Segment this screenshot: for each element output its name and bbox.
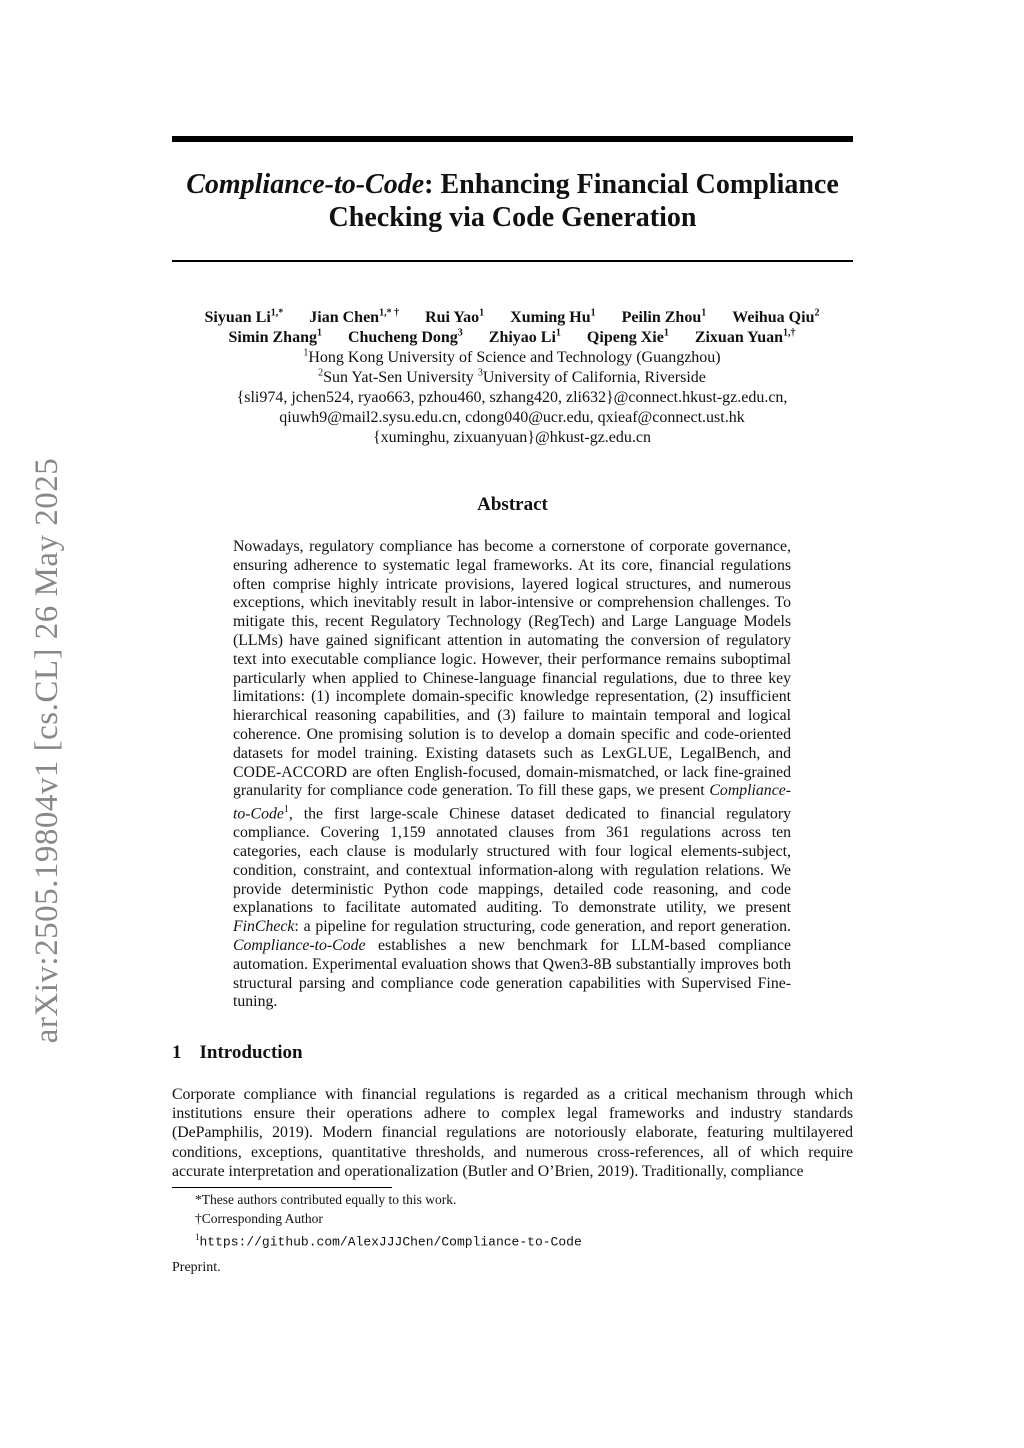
author-name: Rui Yao$^1$ (425, 307, 485, 326)
introduction-paragraph: Corporate compliance with financial regulations is regarded as a critical mechanism through which institutions ensure their operations adhere to complex legal frameworks and industry standards (DePamphilis, 2019). Modern financial regulations are notoriously elaborate, featuring multilayered conditions, exceptions, quantitative thresholds, and numerous cross-references, all of which require accurate interpretation and operationalization (Butler and O’Brien, 2019). Traditionally, compliance (172, 1086, 853, 1180)
author-name: Jian Chen$^{1,* \dagger}$ (309, 307, 400, 326)
title-second-line: Checking via Code Generation (328, 202, 697, 233)
author-name: Zhiyao Li$^1$ (488, 327, 561, 346)
section-number: 1 (172, 1042, 182, 1063)
author-block (150, 308, 874, 448)
footnote-ref: 1 (283, 804, 289, 816)
email-line-3: {xuminghu, zixuanyuan}@hkust-gz.edu.cn (372, 429, 652, 446)
footnote-equal-contribution: *These authors contributed equally to this work. (195, 1192, 457, 1207)
arxiv-identifier-stamp (20, 440, 76, 1060)
preprint-label: Preprint. (172, 1260, 221, 1275)
title-italic-part: Compliance-to-Code (186, 169, 425, 200)
affiliation-2-3: $^2$Sun Yat-Sen University $^3$University of California, Riverside (318, 367, 706, 386)
author-name: Zixuan Yuan$^{1,\dagger}$ (694, 327, 796, 346)
author-row-2 (150, 328, 874, 348)
author-name: Weihua Qiu$^2$ (732, 307, 820, 326)
footnote-github-link[interactable]: $^1$https://github.com/AlexJJJChen/Compliance-to-Code (195, 1232, 582, 1250)
abstract-body: Nowadays, regulatory compliance has become a cornerstone of corporate governance, ensuring adherence to systematic legal frameworks. At its core, financial regulations often comprise highly intricate provisions, layered logical structures, and numerous exceptions, which inevitably result in labor-intensive or comprehension challenges. To mitigate this, recent Regulatory Technology (RegTech) and Large Language Models (LLMs) have gained significant attention in automating the conversion of regulatory text into executable compliance logic. However, their performance remains suboptimal particularly when applied to Chinese-language financial regulations, due to three key limitations: (1) incomplete domain-specific knowledge representation, (2) insufficient hierarchical reasoning capabilities, and (3) failure to maintain temporal and logical coherence. One promising solution is to develop a domain specific and code-oriented datasets for model training. Existing datasets such as LexGLUE, LegalBench, and CODE-ACCORD are often English-focused, domain-mismatched, or lack fine-grained granularity for compliance code generation. To fill these gaps, we present Compliance-to-Code$^1$, the first large-scale Chinese dataset dedicated to financial regulatory compliance. Covering 1,159 annotated clauses from 361 regulations across ten categories, each clause is modularly structured with four logical elements-subject, condition, constraint, and contextual information-along with regulation relations. We provide deterministic Python code mappings, detailed code reasoning, and code explanations to facilitate automated auditing. To demonstrate utility, we present FinCheck: a pipeline for regulation structuring, code generation, and report generation. Compliance-to-Code establishes a new benchmark for LLM-based compliance automation. Experimental evaluation shows that Qwen3-8B substantially improves both structural parsing and compliance code generation capabilities with Supervised Fine-tuning. (233, 538, 791, 1011)
footnote-corresponding-author: †Corresponding Author (195, 1211, 323, 1226)
author-name: Qipeng Xie$^1$ (586, 327, 669, 346)
affiliation-1: $^1$Hong Kong University of Science and Technology (Guangzhou) (303, 347, 721, 366)
section-title: Introduction (199, 1042, 303, 1063)
footnotes (195, 1190, 582, 1252)
author-name: Chucheng Dong$^3$ (347, 327, 463, 346)
title-rule-top (172, 136, 853, 142)
author-name: Xuming Hu$^1$ (510, 307, 596, 326)
email-line-1: {sli974, jchen524, ryao663, pzhou460, szhang420, zli632}@connect.hkust-gz.edu.cn, (236, 389, 788, 406)
author-name: Siyuan $Li^{1,*}$ (204, 307, 284, 326)
footnote-divider (172, 1187, 392, 1188)
author-row-1 (150, 308, 874, 328)
section-heading-introduction (172, 1042, 303, 1064)
paper-title (172, 168, 853, 234)
arxiv-identifier-text: arXiv:2505.19804v1 [cs.CL] 26 May 2025 (29, 457, 66, 1043)
title-main-part: : Enhancing Financial Compliance (424, 169, 839, 200)
email-line-2: qiuwh9@mail2.sysu.edu.cn, cdong040@ucr.edu, qxieaf@connect.ust.hk (279, 409, 745, 426)
title-rule-bottom (172, 260, 853, 262)
author-name: Simin Zhang$^1$ (228, 327, 322, 346)
abstract-heading: Abstract (477, 494, 548, 515)
author-name: Peilin Zhou$^1$ (621, 307, 707, 326)
